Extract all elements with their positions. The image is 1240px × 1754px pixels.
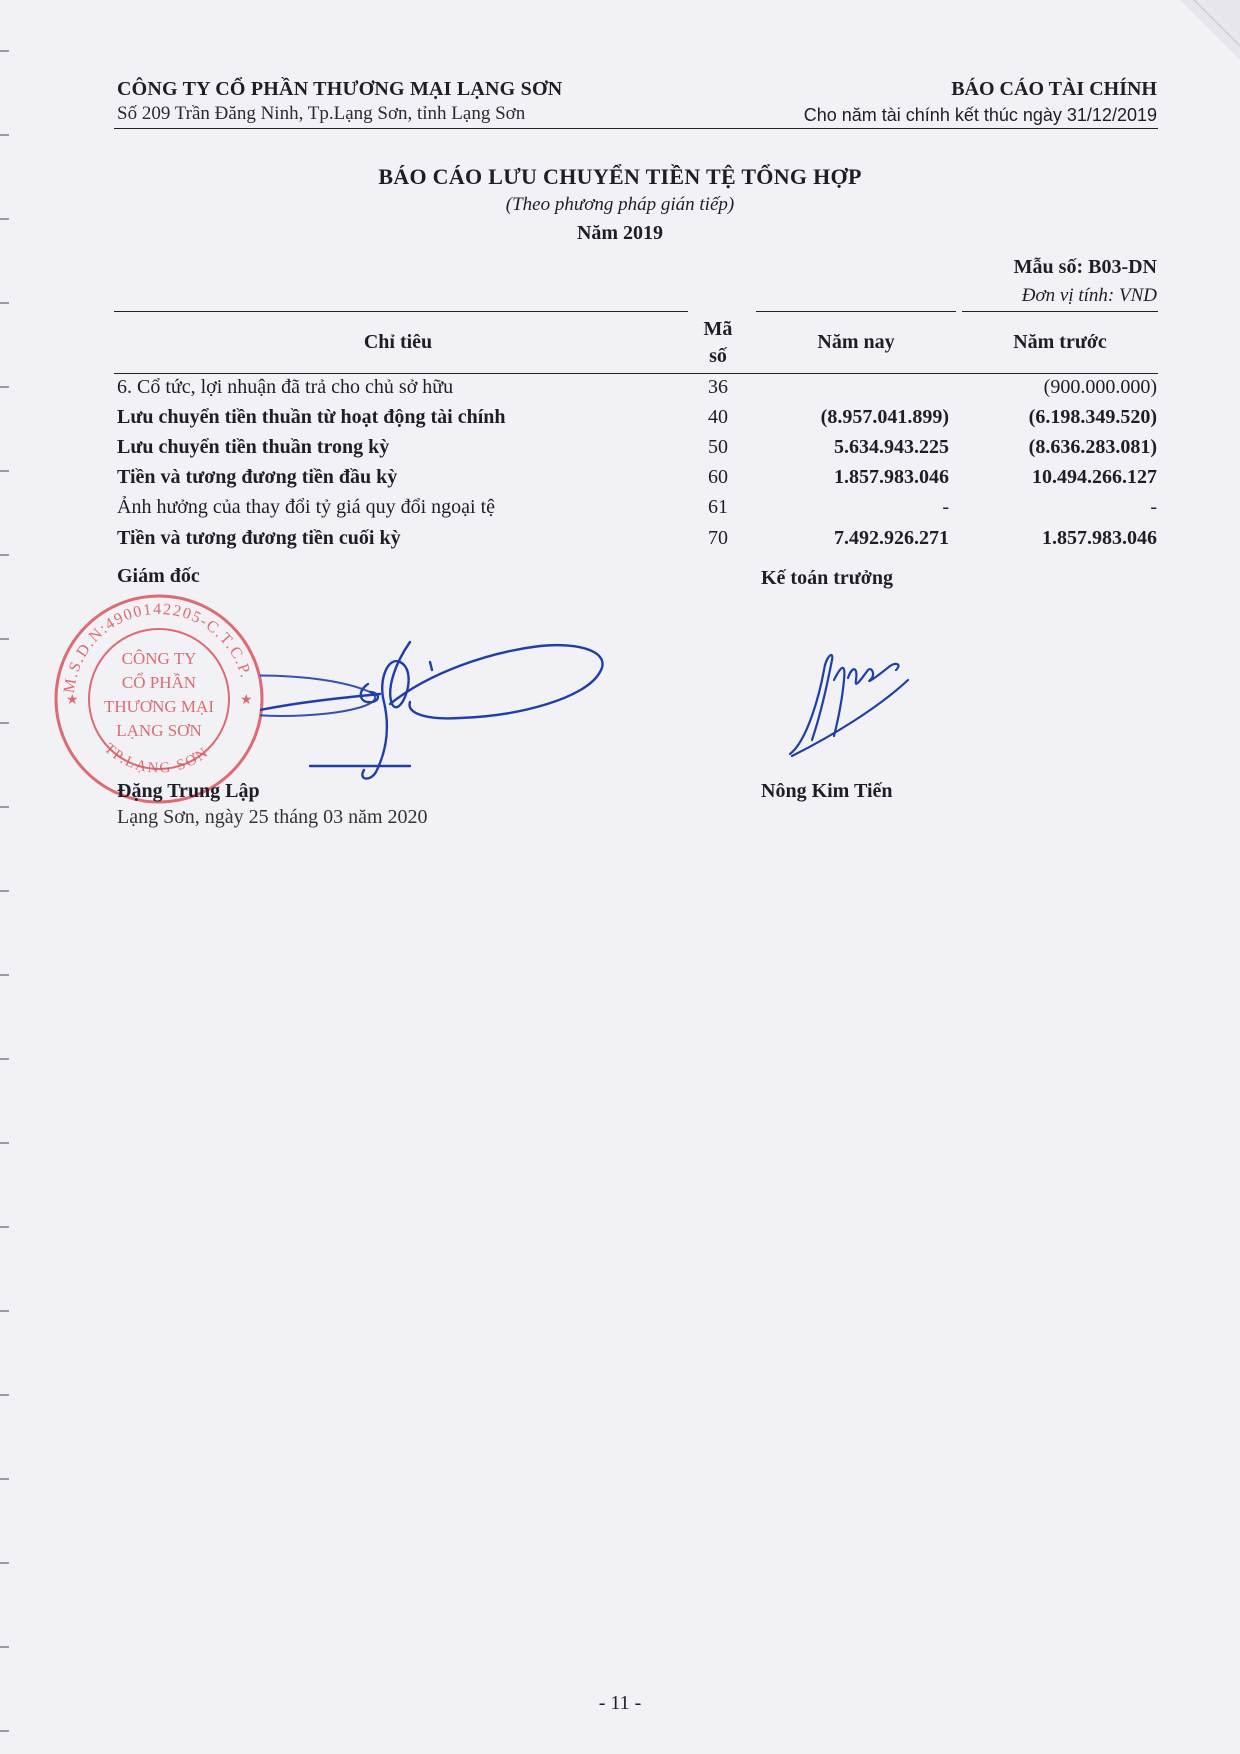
table-row — [0, 376, 1240, 406]
table-top-rule — [962, 311, 1158, 312]
row-previous: 10.494.266.127 — [1032, 466, 1157, 488]
svg-text:LẠNG SƠN: LẠNG SƠN — [116, 721, 202, 740]
svg-text:TP.LẠNG SƠN: TP.LẠNG SƠN — [100, 740, 213, 777]
row-code: 50 — [708, 436, 728, 458]
edge-tick — [0, 1058, 9, 1060]
header-divider — [114, 128, 1158, 129]
row-label: Tiền và tương đương tiền cuối kỳ — [117, 527, 401, 549]
svg-text:CỔ PHẦN: CỔ PHẦN — [121, 673, 197, 692]
row-current: 5.634.943.225 — [834, 436, 949, 458]
column-header-item: Chỉ tiêu — [363, 331, 433, 353]
row-code: 36 — [708, 376, 728, 398]
edge-tick — [0, 1394, 9, 1396]
edge-tick — [0, 1562, 9, 1564]
row-label: Lưu chuyển tiền thuần trong kỳ — [117, 436, 390, 458]
table-row — [0, 406, 1240, 436]
svg-text:★: ★ — [66, 693, 79, 708]
row-code: 60 — [708, 466, 728, 488]
column-header-code-line2: số — [709, 345, 727, 367]
svg-text:CÔNG TY: CÔNG TY — [121, 649, 197, 668]
company-name: CÔNG TY CỔ PHẦN THƯƠNG MẠI LẠNG SƠN — [117, 78, 563, 100]
row-previous: (8.636.283.081) — [1028, 436, 1157, 458]
table-row — [0, 496, 1240, 526]
edge-tick — [0, 218, 9, 220]
accountant-name: Nông Kim Tiến — [761, 780, 893, 802]
edge-tick — [0, 806, 9, 808]
row-label: Ảnh hưởng của thay đổi tỷ giá quy đổi ngoại tệ — [117, 496, 496, 518]
report-year: Năm 2019 — [576, 222, 664, 244]
accountant-signature — [782, 640, 922, 760]
place-date: Lạng Sơn, ngày 25 tháng 03 năm 2020 — [117, 806, 428, 828]
edge-tick — [0, 134, 9, 136]
form-code: Mẫu số: B03-DN — [1013, 256, 1157, 278]
edge-tick — [0, 50, 9, 52]
row-previous: - — [1150, 496, 1157, 518]
report-method: (Theo phương pháp gián tiếp) — [505, 194, 735, 215]
edge-tick — [0, 638, 9, 640]
table-row — [0, 436, 1240, 466]
table-row — [0, 527, 1240, 557]
svg-text:★: ★ — [240, 693, 253, 708]
edge-tick — [0, 974, 9, 976]
column-header-current-year: Năm nay — [817, 331, 895, 353]
accountant-title: Kế toán trưởng — [761, 567, 893, 589]
company-header — [117, 78, 562, 125]
page-fold-corner — [1180, 0, 1240, 60]
company-seal — [52, 592, 266, 806]
column-header-code-line1: Mã — [703, 318, 733, 340]
row-previous: 1.857.983.046 — [1042, 527, 1157, 549]
edge-tick — [0, 722, 9, 724]
seal-ring-text: M.S.D.N:4900142205-C.T.C.P. — [60, 600, 255, 695]
edge-tick — [0, 1478, 9, 1480]
row-label: Tiền và tương đương tiền đầu kỳ — [117, 466, 398, 488]
edge-tick — [0, 1730, 9, 1732]
director-name: Đặng Trung Lập — [117, 780, 260, 802]
row-current: 7.492.926.271 — [834, 527, 949, 549]
column-header-code — [692, 316, 744, 370]
row-code: 70 — [708, 527, 728, 549]
row-current: (8.957.041.899) — [820, 406, 949, 428]
edge-tick — [0, 1142, 9, 1144]
table-top-rule — [114, 311, 688, 312]
table-top-rule — [756, 311, 956, 312]
row-current: 1.857.983.046 — [834, 466, 949, 488]
report-header — [804, 78, 1157, 126]
row-previous: (6.198.349.520) — [1028, 406, 1157, 428]
director-signature — [260, 632, 620, 782]
table-row — [0, 466, 1240, 496]
edge-tick — [0, 1310, 9, 1312]
row-code: 61 — [708, 496, 728, 518]
edge-tick — [0, 1226, 9, 1228]
row-previous: (900.000.000) — [1043, 376, 1157, 398]
report-type: BÁO CÁO TÀI CHÍNH — [951, 78, 1157, 100]
svg-text:THƯƠNG MẠI: THƯƠNG MẠI — [104, 697, 214, 716]
report-period: Cho năm tài chính kết thúc ngày 31/12/2019 — [803, 105, 1157, 125]
row-code: 40 — [708, 406, 728, 428]
row-current: - — [942, 496, 949, 518]
report-title: BÁO CÁO LƯU CHUYỂN TIỀN TỆ TỔNG HỢP — [378, 164, 862, 189]
row-label: Lưu chuyển tiền thuần từ hoạt động tài chính — [117, 406, 506, 428]
currency-unit: Đơn vị tính: VND — [1021, 285, 1157, 306]
row-label: 6. Cổ tức, lợi nhuận đã trả cho chủ sở hữu — [117, 376, 454, 398]
company-address: Số 209 Trần Đăng Ninh, Tp.Lạng Sơn, tỉnh Lạng Sơn — [117, 103, 526, 124]
table-header-rule — [114, 373, 1158, 374]
edge-tick — [0, 1646, 9, 1648]
edge-tick — [0, 890, 9, 892]
column-header-previous-year: Năm trước — [1013, 331, 1107, 353]
page-number: - 11 - — [598, 1692, 642, 1714]
director-title: Giám đốc — [117, 565, 200, 587]
edge-tick — [0, 302, 9, 304]
